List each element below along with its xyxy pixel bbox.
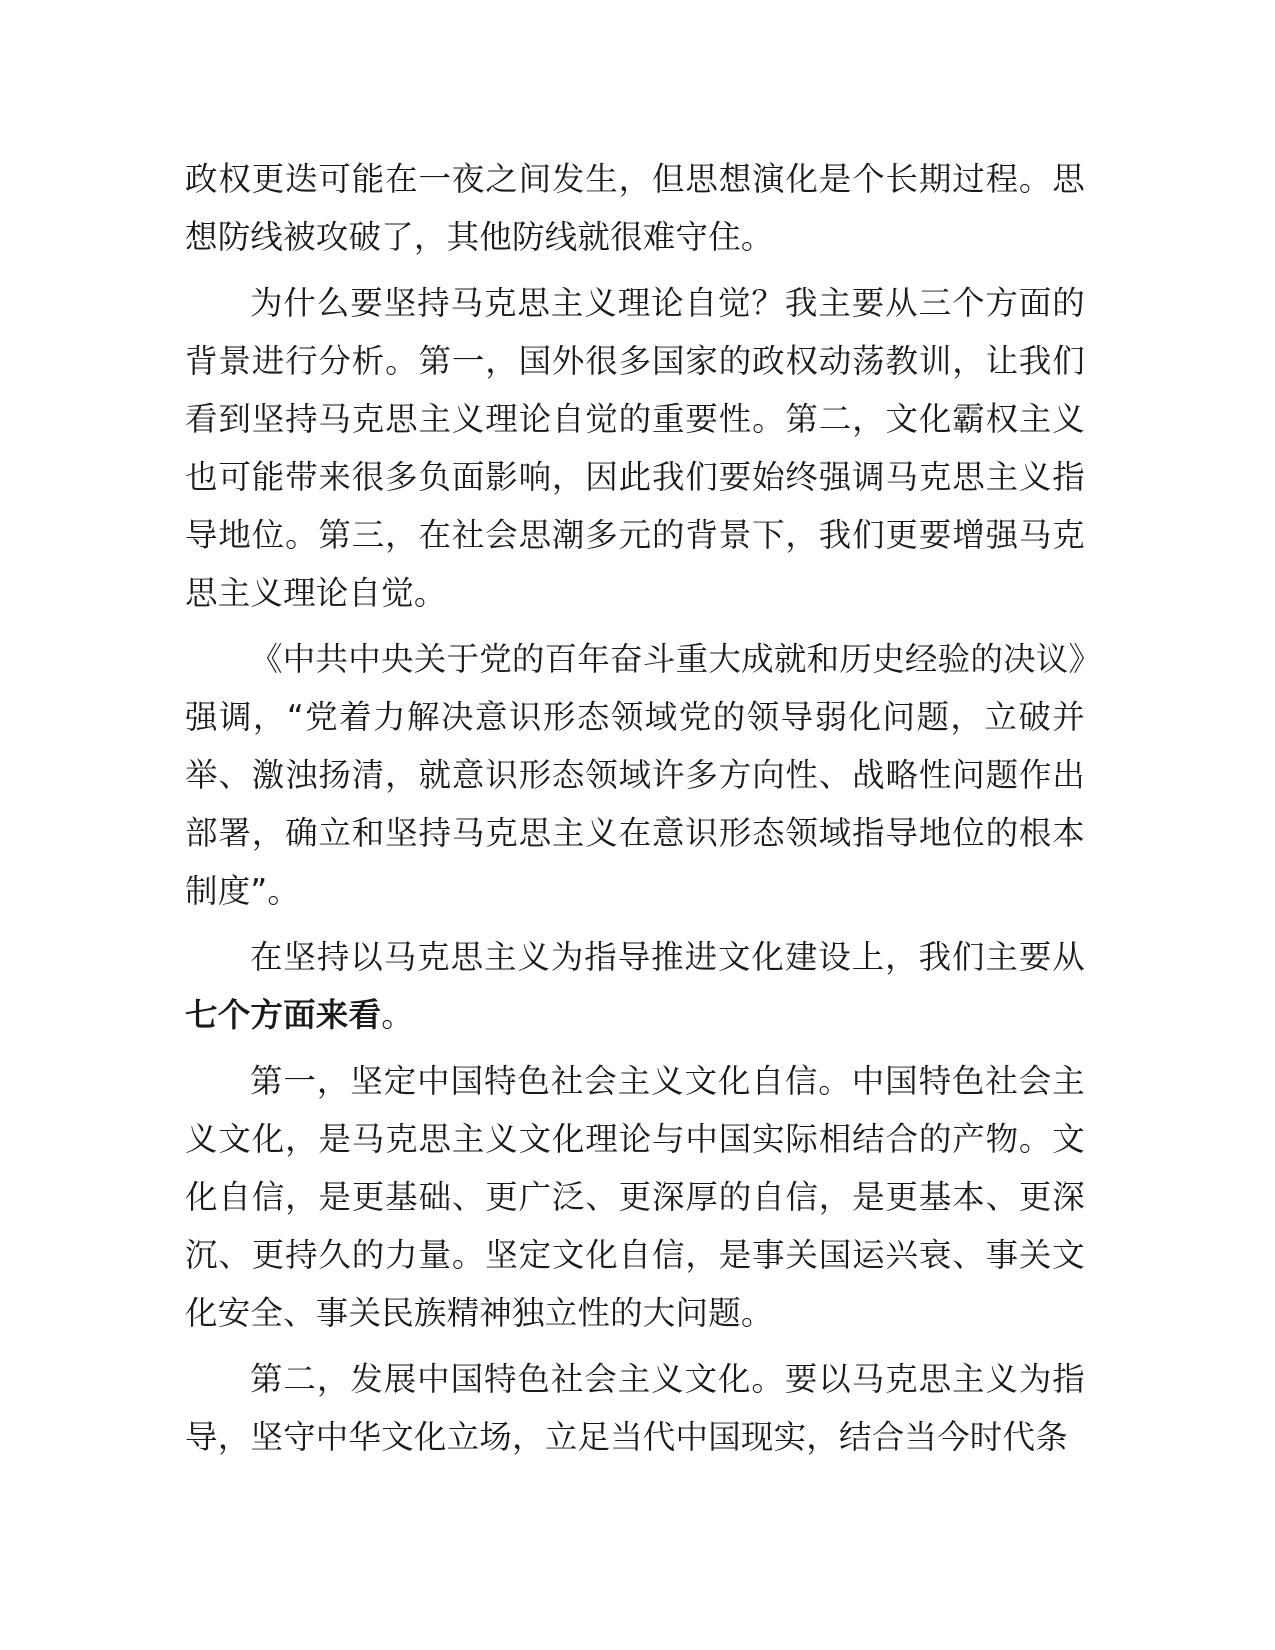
paragraph-why-theory-awareness: 为什么要坚持马克思主义理论自觉？我主要从三个方面的背景进行分析。第一，国外很多国家的政权动荡教训，让我们看到坚持马克思主义理论自觉的重要性。第二，文化霸权主义也可能带来很多负面影响，因此我们要始终强调马克思主义指导地位。第三，在社会思潮多元的背景下，我们更要增强马克思主义理论自觉。 [185, 284, 1085, 612]
paragraph-second-develop-culture: 第二，发展中国特色社会主义文化。要以马克思主义为指导，坚守中华文化立场，立足当代中国现实，结合当今时代条 [185, 1360, 1085, 1456]
paragraph-central-committee-resolution: 《中共中央关于党的百年奋斗重大成就和历史经验的决议》强调，“党着力解决意识形态领域党的领导弱化问题，立破并举、激浊扬清，就意识形态领域许多方向性、战略性问题作出部署，确立和坚持马克思主义在意识形态领域指导地位的根本制度”。 [185, 640, 1085, 910]
seven-aspects-period: 。 [381, 996, 414, 1034]
paragraph-regime-change: 政权更迭可能在一夜之间发生，但思想演化是个长期过程。思想防线被攻破了，其他防线就很难守住。 [185, 160, 1085, 256]
paragraph-first-cultural-confidence: 第一，坚定中国特色社会主义文化自信。中国特色社会主义文化，是马克思主义文化理论与中国实际相结合的产物。文化自信，是更基础、更广泛、更深厚的自信，是更基本、更深沉、更持久的力量。坚定文化自信，是事关国运兴衰、事关文化安全、事关民族精神独立性的大问题。 [185, 1062, 1085, 1332]
seven-aspects-intro: 在坚持以马克思主义为指导推进文化建设上，我们主要从 [250, 938, 1085, 976]
paragraph-seven-aspects [185, 928, 1085, 1044]
seven-aspects-bold: 七个方面来看 [185, 996, 382, 1034]
document-body [185, 150, 1085, 1474]
